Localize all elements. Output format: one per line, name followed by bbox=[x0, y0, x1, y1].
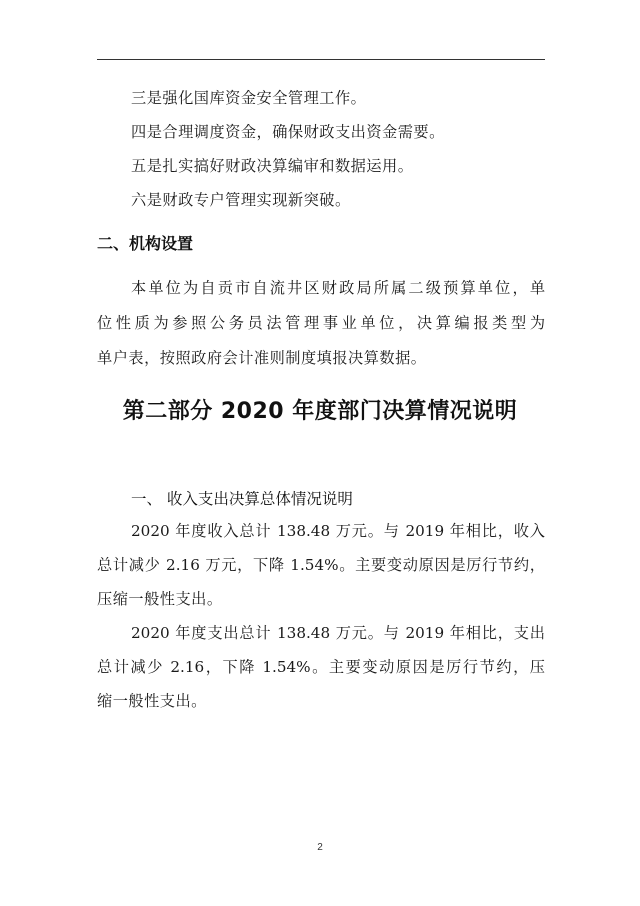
list-item-5: 五是扎实搞好财政决算编审和数据运用。 bbox=[131, 157, 414, 175]
expense-para-line-3: 缩一般性支出。 bbox=[97, 692, 207, 710]
summary-heading: 一、 收入支出决算总体情况说明 bbox=[131, 490, 353, 508]
org-heading: 二、机构设置 bbox=[97, 234, 194, 253]
page-number: 2 bbox=[317, 842, 323, 853]
expense-para-line-2: 总计减少 2.16，下降 1.54%。主要变动原因是厉行节约，压 bbox=[97, 658, 545, 676]
list-item-6: 六是财政专户管理实现新突破。 bbox=[131, 191, 351, 209]
part2-title: 第二部分 2020 年度部门决算情况说明 bbox=[122, 399, 518, 424]
income-para-line-3: 压缩一般性支出。 bbox=[97, 590, 223, 608]
list-item-3: 三是强化国库资金安全管理工作。 bbox=[131, 89, 367, 107]
income-para-line-1: 2020 年度收入总计 138.48 万元。与 2019 年相比，收入 bbox=[131, 522, 545, 540]
org-para-line-3: 单户表，按照政府会计准则制度填报决算数据。 bbox=[97, 349, 427, 367]
income-para-line-2: 总计减少 2.16 万元，下降 1.54%。主要变动原因是厉行节约， bbox=[97, 556, 545, 574]
org-para-line-1: 本单位为自贡市自流井区财政局所属二级预算单位，单 bbox=[131, 279, 545, 297]
org-para-line-2: 位性质为参照公务员法管理事业单位，决算编报类型为 bbox=[97, 314, 545, 332]
header-rule bbox=[97, 59, 545, 60]
expense-para-line-1: 2020 年度支出总计 138.48 万元。与 2019 年相比，支出 bbox=[131, 624, 545, 642]
list-item-4: 四是合理调度资金，确保财政支出资金需要。 bbox=[131, 123, 445, 141]
